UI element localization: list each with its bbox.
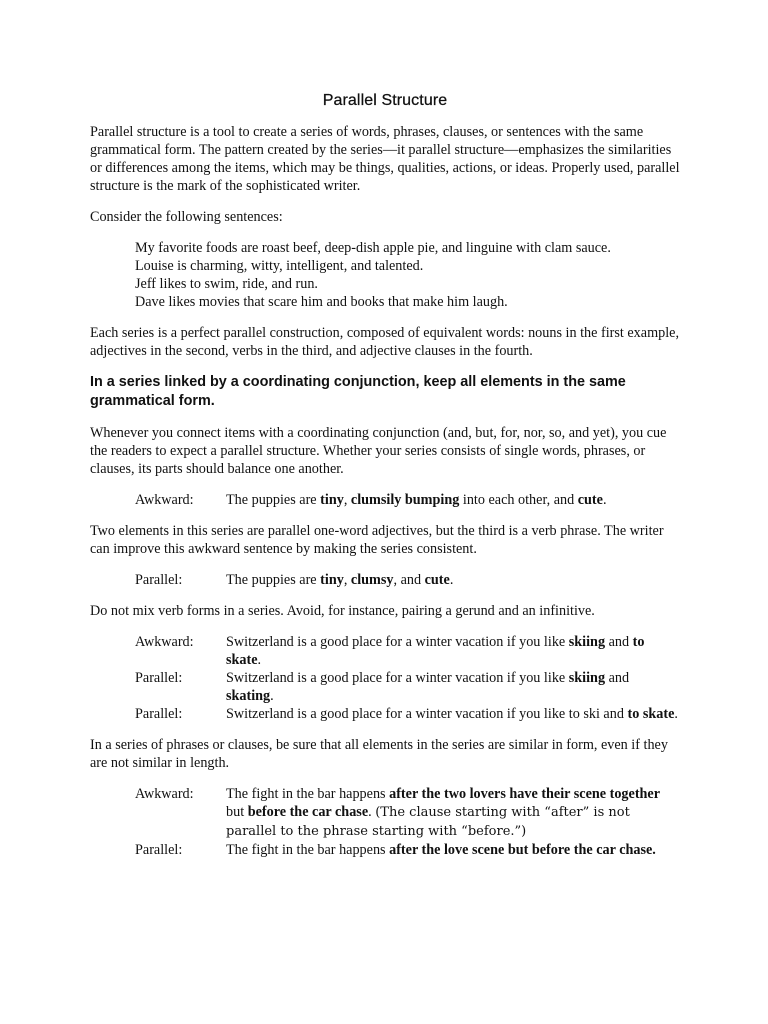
in-series-paragraph: In a series of phrases or clauses, be sure that all elements in the series are similar in form, even if they are not similar in length. <box>90 737 668 771</box>
example-label: Parallel: <box>135 842 183 858</box>
example-text: Switzerland is a good place for a winter vacation if you like skiing and to skate. <box>226 634 645 668</box>
example-bar-fight <box>135 785 680 859</box>
example-puppies-parallel <box>135 571 680 589</box>
each-series-paragraph: Each series is a perfect parallel construction, composed of equivalent words: nouns in the first example, adjectives in the second, verbs in the third, and adjective clauses in the fourth. <box>90 325 679 359</box>
example-text: The puppies are tiny, clumsily bumping into each other, and cute. <box>226 492 607 508</box>
example-sentence: Louise is charming, witty, intelligent, and talented. <box>135 258 424 274</box>
two-elements-paragraph: Two elements in this series are parallel one-word adjectives, but the third is a verb phrase. The writer can improve this awkward sentence by making the series consistent. <box>90 523 664 557</box>
whenever-paragraph: Whenever you connect items with a coordinating conjunction (and, but, for, nor, so, and yet), you cue the readers to expect a parallel structure. Whether your series consists of single words, phrases, or clauses, its parts should balance one another. <box>90 425 667 477</box>
example-label: Parallel: <box>135 670 183 686</box>
example-sentence: Dave likes movies that scare him and books that make him laugh. <box>135 294 508 310</box>
page-title: Parallel Structure <box>322 92 448 109</box>
example-text: The fight in the bar happens after the love scene but before the car chase. <box>226 842 656 858</box>
example-label: Parallel: <box>135 706 183 722</box>
example-puppies-awkward <box>135 491 680 509</box>
example-label: Awkward: <box>135 492 194 508</box>
example-sentence: Jeff likes to swim, ride, and run. <box>135 276 318 292</box>
example-text: Switzerland is a good place for a winter vacation if you like skiing and skating. <box>226 670 630 704</box>
consider-paragraph: Consider the following sentences: <box>90 209 283 225</box>
section-heading: In a series linked by a coordinating conjunction, keep all elements in the same grammatical form. <box>90 374 626 409</box>
example-label: Awkward: <box>135 634 194 650</box>
example-text: Switzerland is a good place for a winter vacation if you like to ski and to skate. <box>226 706 678 722</box>
document-page <box>90 92 680 872</box>
example-label: Parallel: <box>135 572 183 588</box>
example-sentence: My favorite foods are roast beef, deep-dish apple pie, and linguine with clam sauce. <box>135 240 611 256</box>
intro-paragraph: Parallel structure is a tool to create a series of words, phrases, clauses, or sentences with the same grammatical form. The pattern created by the series—it parallel structure—emphasizes the similarities or differences among the items, which may be things, qualities, actions, or ideas. Properly used, parallel structure is the mark of the sophisticated writer. <box>90 124 680 194</box>
example-note: (The clause starting with “after” is not parallel to the phrase starting with “before.”) <box>226 805 630 839</box>
example-switzerland <box>135 633 680 723</box>
example-text: The fight in the bar happens after the two lovers have their scene together but before the car chase. (The clause starting with “after” is not parallel to the phrase starting with “before.”) <box>226 786 661 839</box>
example-label: Awkward: <box>135 786 194 802</box>
example-sentences <box>135 239 680 311</box>
do-not-mix-paragraph: Do not mix verb forms in a series. Avoid, for instance, pairing a gerund and an infinitive. <box>90 603 595 619</box>
example-text: The puppies are tiny, clumsy, and cute. <box>226 572 454 588</box>
